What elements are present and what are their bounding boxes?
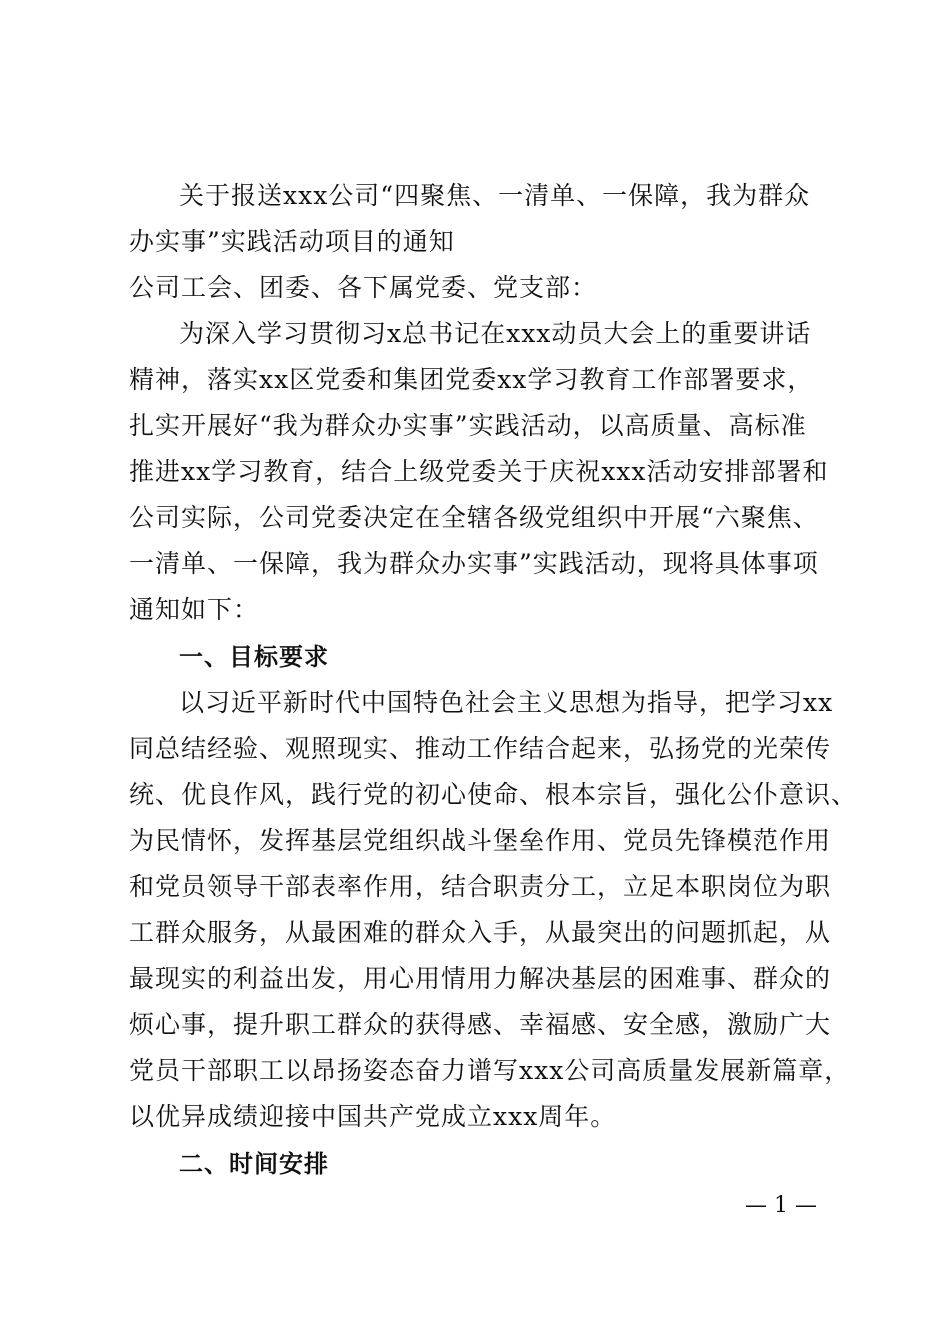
section-heading-schedule: 二、时间安排: [179, 1150, 329, 1178]
paragraph-line: 精神，落实xx区党委和集团党委xx学习教育工作部署要求，: [129, 365, 814, 394]
paragraph-line: 最现实的利益出发，用心用情用力解决基层的困难事、群众的: [129, 964, 832, 993]
paragraph-line: 扎实开展好“我为群众办实事”实践活动，以高质量、高标准: [129, 411, 807, 440]
goals-paragraph: [129, 680, 858, 1140]
paragraph-line: 为民情怀，发挥基层党组织战斗堡垒作用、党员先锋模范作用: [129, 826, 832, 855]
paragraph-line: 和党员领导干部表率作用，结合职责分工，立足本职岗位为职: [129, 872, 832, 901]
section-heading-goals: 一、目标要求: [179, 643, 329, 671]
paragraph-line: 为深入学习贯彻习x总书记在xxx动员大会上的重要讲话: [179, 319, 812, 348]
addressee: 公司工会、团委、各下属党委、党支部：: [129, 273, 598, 302]
title-line: 办实事”实践活动项目的通知: [129, 227, 455, 256]
paragraph-line: 以习近平新时代中国特色社会主义思想为指导，把学习xx: [179, 688, 834, 717]
title-line: 关于报送xxx公司“四聚焦、一清单、一保障，我为群众: [179, 181, 811, 210]
paragraph-line: 公司实际，公司党委决定在全辖各级党组织中开展“六聚焦、: [129, 503, 819, 532]
paragraph-line: 推进xx学习教育，结合上级党委关于庆祝xxx活动安排部署和: [129, 457, 829, 486]
paragraph-line: 烦心事，提升职工群众的获得感、幸福感、安全感，激励广大: [129, 1010, 832, 1039]
intro-paragraph: [129, 311, 829, 633]
paragraph-line: 同总结经验、观照现实、推动工作结合起来，弘扬党的光荣传: [129, 734, 832, 763]
paragraph-line: 统、优良作风，践行党的初心使命、根本宗旨，强化公仆意识、: [129, 780, 858, 809]
paragraph-line: 以优异成绩迎接中国共产党成立xxx周年。: [129, 1102, 617, 1131]
paragraph-line: 党员干部职工以昂扬姿态奋力谱写xxx公司高质量发展新篇章，: [129, 1056, 851, 1085]
document-title: [129, 173, 829, 265]
paragraph-line: 一清单、一保障，我为群众办实事”实践活动，现将具体事项: [129, 549, 819, 578]
page-number: — 1 —: [745, 1193, 817, 1218]
paragraph-line: 通知如下：: [129, 595, 260, 624]
paragraph-line: 工群众服务，从最困难的群众入手，从最突出的问题抓起，从: [129, 918, 832, 947]
